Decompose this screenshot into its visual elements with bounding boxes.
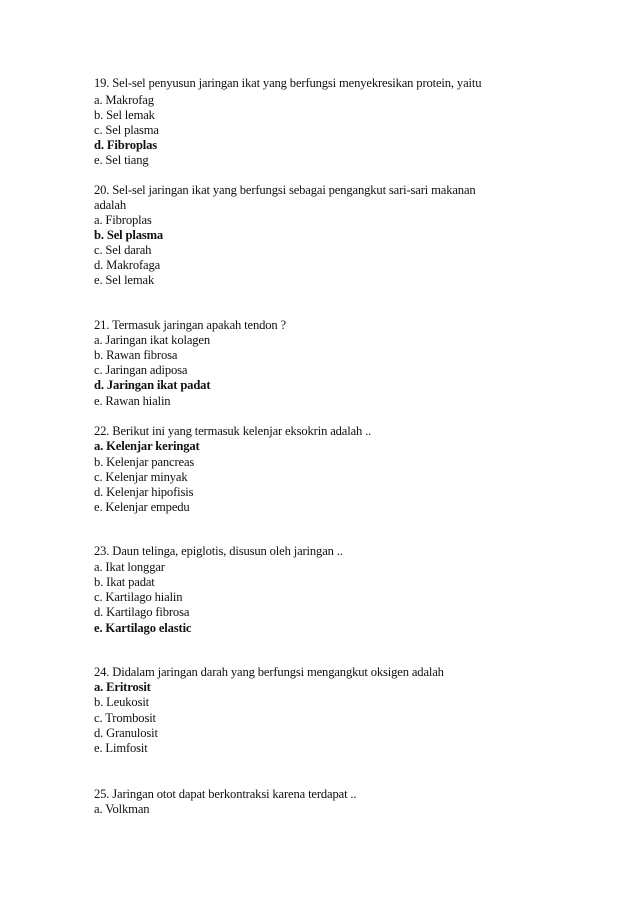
q19-option-d-answer: d. Fibroplas — [94, 138, 158, 152]
question-20-text-cont: adalah — [94, 198, 126, 212]
q19-option-e: e. Sel tiang — [94, 153, 149, 167]
q20-option-a: a. Fibroplas — [94, 213, 152, 227]
q20-option-e: e. Sel lemak — [94, 273, 155, 287]
q24-option-a-answer: a. Eritrosit — [94, 680, 151, 694]
question-25-text: 25. Jaringan otot dapat berkontraksi karena terdapat .. — [94, 787, 357, 801]
q22-option-c: c. Kelenjar minyak — [94, 470, 188, 484]
q23-option-b: b. Ikat padat — [94, 575, 155, 589]
question-22-text: 22. Berikut ini yang termasuk kelenjar eksokrin adalah .. — [94, 424, 372, 438]
q19-option-c: c. Sel plasma — [94, 123, 159, 137]
q23-option-d: d. Kartilago fibrosa — [94, 605, 190, 619]
q19-option-b: b. Sel lemak — [94, 108, 155, 122]
q20-option-d: d. Makrofaga — [94, 258, 161, 272]
q20-option-c: c. Sel darah — [94, 243, 152, 257]
q21-option-c: c. Jaringan adiposa — [94, 363, 188, 377]
q21-option-d-answer: d. Jaringan ikat padat — [94, 378, 211, 392]
q22-option-b: b. Kelenjar pancreas — [94, 455, 195, 469]
question-23-text: 23. Daun telinga, epiglotis, disusun oleh jaringan .. — [94, 544, 343, 558]
q23-option-e-answer: e. Kartilago elastic — [94, 621, 192, 635]
question-20-text: 20. Sel-sel jaringan ikat yang berfungsi sebagai pengangkut sari-sari makanan — [94, 183, 476, 197]
q21-option-a: a. Jaringan ikat kolagen — [94, 333, 210, 347]
q20-option-b-answer: b. Sel plasma — [94, 228, 164, 242]
q23-option-a: a. Ikat longgar — [94, 560, 165, 574]
q24-option-c: c. Trombosit — [94, 711, 156, 725]
question-21-text: 21. Termasuk jaringan apakah tendon ? — [94, 318, 286, 332]
q24-option-d: d. Granulosit — [94, 726, 158, 740]
q25-option-a: a. Volkman — [94, 802, 150, 816]
q22-option-a-answer: a. Kelenjar keringat — [94, 439, 200, 453]
q21-option-b: b. Rawan fibrosa — [94, 348, 178, 362]
question-24-text: 24. Didalam jaringan darah yang berfungsi mengangkut oksigen adalah — [94, 665, 444, 679]
question-19-text: 19. Sel-sel penyusun jaringan ikat yang berfungsi menyekresikan protein, yaitu — [94, 76, 482, 90]
q24-option-b: b. Leukosit — [94, 695, 150, 709]
q22-option-e: e. Kelenjar empedu — [94, 500, 190, 514]
q22-option-d: d. Kelenjar hipofisis — [94, 485, 194, 499]
q19-option-a: a. Makrofag — [94, 93, 154, 107]
q21-option-e: e. Rawan hialin — [94, 394, 171, 408]
q23-option-c: c. Kartilago hialin — [94, 590, 183, 604]
q24-option-e: e. Limfosit — [94, 741, 148, 755]
